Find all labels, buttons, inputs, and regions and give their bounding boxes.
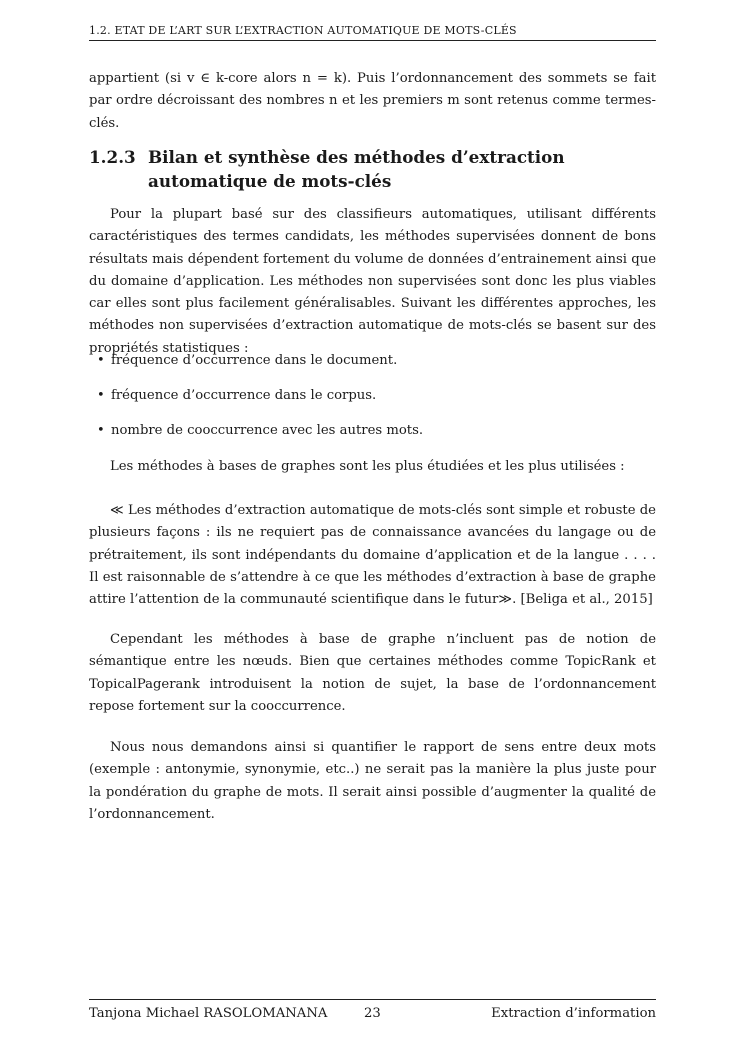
paragraph-semantics: Cependant les méthodes à base de graphe n’incluent pas de notion de sémantique entre les nœuds. Bien que certaines méthodes comme TopicRank et TopicalPagerank introduisent la notion de sujet, la base de l’ordonnancement repose fortement sur la cooccurrence. [89, 632, 656, 714]
list-item [97, 421, 424, 441]
list-item-text: fréquence d’occurrence dans le corpus. [111, 388, 377, 403]
running-header: 1.2. ETAT DE L’ART SUR L’EXTRACTION AUTOMATIQUE DE MOTS-CLÉS [89, 24, 517, 37]
list-item [97, 386, 377, 406]
section-number: 1.2.3 [89, 147, 136, 167]
intro-paragraph: appartient (si v ∈ k-core alors n = k). Puis l’ordonnancement des sommets se fait par ordre décroissant des nombres n et les premiers m sont retenus comme termes-clés. [89, 71, 656, 131]
list-item-text: fréquence d’occurrence dans le document. [111, 353, 398, 368]
footer-author: Tanjona Michael RASOLOMANANA [89, 1006, 328, 1021]
paragraph-supervised-methods: Pour la plupart basé sur des classifieurs automatiques, utilisant différents caractéristiques des termes candidats, les méthodes supervisées donnent de bons résultats mais dépendent fortement du volume de données d’entrainement ainsi que du domaine d’application. Les méthodes non supervisées sont donc les plus viables car elles sont plus facilement généralisables. Suivant les différentes approches, les méthodes non supervisées d’extraction automatique de mots-clés se basent sur des propriétés statistiques : [89, 207, 656, 356]
section-title: Bilan et synthèse des méthodes d’extraction automatique de mots-clés [148, 147, 565, 191]
footer-document-title: Extraction d’information [491, 1006, 656, 1021]
header-rule [89, 40, 656, 41]
document-page [89, 0, 656, 1053]
paragraph-conclusion: Nous nous demandons ainsi si quantifier le rapport de sens entre deux mots (exemple : antonymie, synonymie, etc..) ne serait pas la manière la plus juste pour la pondération du graphe de mots. Il serait ainsi possible d’augmenter la qualité de l’ordonnancement. [89, 740, 656, 822]
paragraph-graph-methods: Les méthodes à bases de graphes sont les plus étudiées et les plus utilisées : [110, 459, 625, 474]
bullet-icon: • [97, 388, 105, 403]
list-item [97, 351, 398, 371]
page-number: 23 [364, 1006, 381, 1021]
footer-rule [89, 999, 656, 1000]
bullet-icon: • [97, 353, 105, 368]
quote-paragraph: ≪ Les méthodes d’extraction automatique de mots-clés sont simple et robuste de plusieurs façons : ils ne requiert pas de connaissance avancées du langage ou de prétraitement, ils sont indépendants du domaine d’application et de la langue . . . . Il est raisonnable de s’attendre à ce que les méthodes d’extraction à base de graphe attire l’attention de la communauté scientifique dans le futur≫. [Beliga et al., 2015] [89, 503, 656, 608]
list-item-text: nombre de cooccurrence avec les autres mots. [111, 423, 424, 438]
bullet-icon: • [97, 423, 105, 438]
